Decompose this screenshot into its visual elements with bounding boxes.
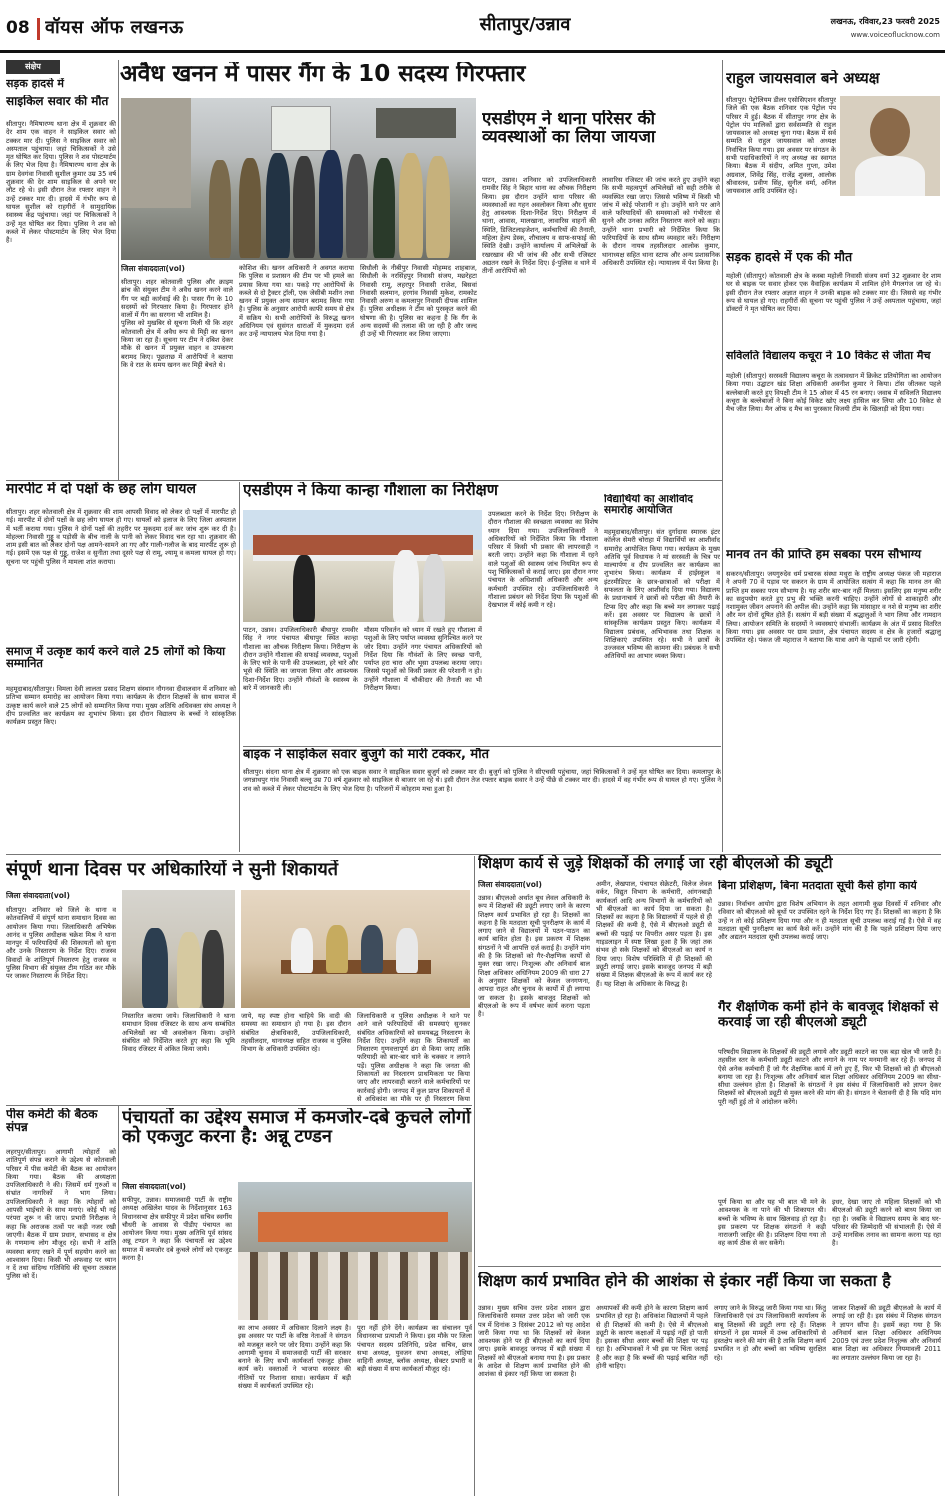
rahul-photo	[840, 96, 940, 196]
accident-body: महोली (सीतापुर) कोतवाली क्षेत्र के कस्बा महोली निवासी संजय वर्मा 32 शुक्रवार देर शाम घर से बाइक पर सवार होकर एक वैवाहिक कार्यक्रम में शामिल होने मैगलगंज जा रहे थे। इसी दौरान तेज रफ्तार अज्ञात वाहन ने उनकी बाइक को टक्कर मार दी। जिससे वह गंभीर रूप से घायल हो गए। राहगीरों की सूचना पर पहुंची पुलिस ने उन्हें अस्पताल पहुंचाया, जहां डॉक्टरों ने मृत घोषित कर दिया।	[726, 272, 941, 314]
panchayat-body-col1: सफीपुर, उन्नाव। समाजवादी पार्टी के राष्ट्रीय अध्यक्ष अखिलेश यादव के निर्देशानुसार 163 विधानसभा क्षेत्र सफीपुर में प्रदेश सचिव स्वर्गीय चौधरी के आवास से पीडीए पंचायत का आयोजन किया गया। मुख्य अतिथि पूर्व सांसद अन्नू टण्डन ने कहा कि पंचायतों का उद्देश्य समाज में कमजोर दबे कुचले लोगों को एकजुट करना है।	[122, 1196, 232, 1263]
inkaar-body-col4: जाकर शिक्षकों की ड्यूटी बीएलओ के कार्य में लगाई जा रही है। इस संबंध में शिक्षक संगठन ने ज्ञापन सौंपा है। इसमें कहा गया है कि अनिवार्य बाल शिक्षा अधिकार अधिनियम 2009 एवं उत्तर प्रदेश निःशुल्क और अनिवार्य बाल शिक्षा का अधिकार नियमावली 2011 का लगातार उल्लंघन किया जा रहा है।	[832, 1304, 941, 1362]
vidyarthi-body: महमूदाबाद/सीतापुर। संत दुर्गादास स्मारक इंटर कॉलेज सेमरी चोराहा में विद्यार्थियों का आशीर्वाद समारोह आयोजित किया गया। कार्यक्रम के मुख्य अतिथि पूर्व विधायक ने मां सरस्वती के चित्र पर माल्यार्पण व दीप प्रज्वलित कर कार्यक्रम का शुभारंभ किया। कार्यक्रम में हाईस्कूल व इंटरमीडिएट के छात्र-छात्राओं को परीक्षा में सफलता के लिए आशीर्वाद दिया गया। विद्यालय के प्रधानाचार्य ने छात्रों को परीक्षा की तैयारी के टिप्स दिए और कहा कि बच्चे मन लगाकर पढ़ाई करें। इस अवसर पर विद्यालय के छात्रों ने सांस्कृतिक कार्यक्रम प्रस्तुत किए। कार्यक्रम में विद्यालय प्रबंधक, अभिभावक तथा शिक्षक व शिक्षिकाएं उपस्थित रहे। सभी ने छात्रों के उज्जवल भविष्य की कामना की। प्रबंधक ने सभी अतिथियों का आभार व्यक्त किया।	[604, 528, 720, 661]
column-rule	[118, 1106, 119, 1496]
blo-body-col2: अमीन, लेखपाल, पंचायत सेक्रेटरी, विलेज लेवल वर्कर, विद्युत विभाग के कर्मचारी, आंगनबाड़ी कार्यकर्ता आदि अन्य विभागों के कर्मचारियों को भी बीएलओ का कार्य दिया जा सकता है। शिक्षकों का कहना है कि विद्यालयों में पहले से ही शिक्षकों की कमी है, ऐसे में बीएलओ ड्यूटी से बच्चों की पढ़ाई पर विपरीत असर पड़ता है। इस गाइडलाइन में स्पष्ट लिखा हुआ है कि जहां तक संभव हो सके शिक्षकों को बीएलओ का कार्य न दिया जाए। विशेष परिस्थिति में ही शिक्षकों की ड्यूटी लगाई जाए। इसके बावजूद जनपद में बड़ी संख्या में शिक्षक बीएलओ के रूप में कार्य कर रहे हैं। यह शिक्षा के अधिकार के विरुद्ध है।	[596, 880, 712, 988]
bike-headline: बाइक ने साइकिल सवार बुजुर्ग को मारी टक्कर, मौत	[243, 748, 489, 762]
peace-committee-body: लहरपुर/सीतापुर। आगामी त्योहारों को शांतिपूर्ण संपन्न कराने के उद्देश्य से कोतवाली परिसर में पीस कमेटी की बैठक का आयोजन किया गया। बैठक की अध्यक्षता उपजिलाधिकारी ने की। जिसमें धर्म गुरुओं व संभ्रांत नागरिकों ने भाग लिया। उपजिलाधिकारी ने कहा कि त्योहारों को आपसी भाईचारे के साथ मनाएं। कोई भी नई परंपरा शुरू न की जाए। प्रभारी निरीक्षक ने कहा कि अराजक तत्वों पर कड़ी नजर रखी जाएगी। बैठक में ग्राम प्रधान, सभासद व क्षेत्र के गणमान्य लोग मौजूद रहे। सभी ने शांति व्यवस्था बनाए रखने में पूर्ण सहयोग करने का आश्वासन दिया। किसी भी अफवाह पर ध्यान न दें तथा संदिग्ध गतिविधि की सूचना तत्काल पुलिस को दें।	[6, 1148, 116, 1281]
sdm-thana-body-col1: पाटन, उन्नाव। शनिवार को उपजिलाधिकारी रामवीर सिंह ने बिहार थाना का औचक निरीक्षण किया। इस दौरान उन्होंने थाना परिसर की व्यवस्थाओं का गहन अवलोकन किया और सुधार हेतु आवश्यक दिशा-निर्देश दिए। निरीक्षण में थाना, आवास, मालखाना, लावारिस वाहनों की स्थिति, डिजिटलाइजेशन, कर्मचारियों की तैनाती, महिला हेल्प डेस्क, शौचालय व साफ-सफाई की स्थिति देखी। उन्होंने कार्यालय में अभिलेखों के रखरखाव की भी जांच की और सभी रजिस्टर अद्यतन रखने के निर्देश दिए। ई-पुलिस व थाने में तीनों आरोपियों को	[482, 176, 596, 276]
vidyarthi-headline: विद्यार्थियों का आशीर्वाद समारोह आयोजित	[604, 494, 693, 517]
column-rule	[239, 482, 240, 852]
peace-committee-headline: पीस कमेटी की बैठक संपन्न	[6, 1108, 98, 1134]
brief-tag: संक्षेप	[6, 60, 60, 74]
inkaar-body-col2: अध्यापकों की कमी होने के कारण शिक्षण कार्य प्रभावित हो रहा है। अधिकांश विद्यालयों में पहले से ही शिक्षकों की कमी है। ऐसे में बीएलओ ड्यूटी के कारण कक्षाओं में पढ़ाई नहीं हो पाती है। इसका सीधा असर बच्चों की शिक्षा पर पड़ रहा है। अभिभावकों ने भी इस पर चिंता जताई है और कहा है कि बच्चों की पढ़ाई बाधित नहीं होनी चाहिए।	[596, 1304, 708, 1371]
masthead	[0, 0, 945, 58]
gaushala-photo	[243, 510, 482, 622]
thana-diwas-photo-right	[241, 890, 470, 1008]
column-rule	[118, 60, 119, 480]
masthead-rule	[0, 50, 945, 53]
rahul-headline: राहुल जायसवाल बने अध्यक्ष	[726, 70, 880, 87]
masthead-divider	[37, 18, 40, 40]
news-marpeet-title: मारपीट में दो पक्षों के छह लोग घायल	[6, 482, 197, 497]
section-rule-4	[6, 480, 722, 481]
news-cycle-body: सीतापुर। नैमिषारण्य थाना क्षेत्र में शुक्रवार की देर शाम एक वाहन ने साइकिल सवार को टक्कर मार दी। पुलिस ने साइकिल सवार को अस्पताल पहुंचाया। जहां चिकित्सकों ने उसे मृत घोषित कर दिया। पुलिस ने शव पोस्टमार्टम के लिए भेज दिया है। नैमिषारण्य थाना क्षेत्र के ग्राम देवगंवा निवासी सुशील कुमार उम्र 35 वर्ष शुक्रवार की देर शाम साइकिल से अपने घर लौट रहे थे। इसी दौरान तेज रफ्तार वाहन ने उन्हें टक्कर मार दी। हादसे में गंभीर रूप से घायल सुशील को राहगीरों ने सामुदायिक स्वास्थ्य केंद्र पहुंचाया। जहां पर चिकित्सकों ने उन्हें मृत घोषित कर दिया। पुलिस ने शव को कब्जे में लेकर पोस्टमार्टम के लिए भेज दिया है।	[6, 120, 116, 245]
gair-body: परिषदीय विद्यालय के शिक्षकों की ड्यूटी लगाये और ड्यूटी काटने का एक बड़ा खेल भी जारी है। तहसील स्तर के कर्मचारी ड्यूटी काटने और लगाने के नाम पर मनमानी कर रहे हैं। जनपद में ऐसे अनेक कर्मचारी हैं जो गैर शैक्षणिक कार्य में लगे हुए हैं, फिर भी शिक्षकों को ही बीएलओ बनाया जा रहा है। निःशुल्क और अनिवार्य बाल शिक्षा अधिकार अधिनियम 2009 का सीधा-सीधा उल्लंघन होता है। शिक्षकों के संगठनों ने इस संबंध में जिलाधिकारी को ज्ञापन देकर शिक्षकों को बीएलओ ड्यूटी से मुक्त करने की मांग की है। संगठन ने चेतावनी दी है कि यदि मांग पूरी नहीं हुई तो वे आंदोलन करेंगे।	[718, 1048, 941, 1106]
blo-headline: शिक्षण कार्य से जुड़े शिक्षकों की लगाई जा रही बीएलओ की ड्यूटी	[478, 855, 833, 872]
news-samman-body: महमूदाबाद/सीतापुर। विमला देवी लालता प्रसाद शिक्षण संस्थान नौगनवा दीवालवान में शनिवार को प्रतिभा सम्मान समारोह का आयोजन किया गया। कार्यक्रम के दौरान शिक्षकों के साथ समाज में उत्कृष्ट कार्य करने वाले 25 लोगों को सम्मानित किया गया। मुख्य अतिथि अधिवक्ता संघ अध्यक्ष ने दीप प्रज्वलित कर कार्यक्रम का शुभारंभ किया। इस दौरान विद्यालय के बच्चों ने सांस्कृतिक कार्यक्रम प्रस्तुत किए।	[6, 685, 236, 727]
inkaar-body-col1: उन्नाव। मुख्य सचिव उत्तर प्रदेश शासन द्वारा जिलाधिकारी समस्त उत्तर प्रदेश को जारी एक पत्र में दिनांक 3 दिसंबर 2012 को यह आदेश जारी किया गया था कि शिक्षकों को केवल आवश्यक होने पर ही बीएलओ का कार्य दिया जाए। इसके बावजूद जनपद में बड़ी संख्या में शिक्षकों को बीएलओ बनाया गया है। इस प्रकार के आदेश से शिक्षण कार्य प्रभावित होने की आशंका से इंकार नहीं किया जा सकता है।	[478, 1304, 590, 1379]
gair-body-col3: इधर, देखा जाए तो महिला शिक्षकों को भी बीएलओ की ड्यूटी करने को बाध्य किया जा रहा है। जबकि वे विद्यालय समय के बाद घर-परिवार की जिम्मेदारी भी संभालती हैं। ऐसे में उन्हें मानसिक तनाव का सामना करना पड़ रहा है।	[832, 1198, 941, 1248]
bina-body: उन्नाव। निर्वाचन आयोग द्वारा विशेष अभियान के तहत आगामी कुछ दिवसों में शनिवार और रविवार को बीएलओ को बूथों पर उपस्थित रहने के निर्देश दिए गए हैं। शिक्षकों का कहना है कि उन्हें न तो कोई प्रशिक्षण दिया गया और न ही मतदाता सूची उपलब्ध कराई गई है। ऐसे में वह मतदाता सूची पुनरीक्षण का कार्य कैसे करें। उन्होंने मांग की है कि पहले प्रशिक्षण दिया जाए और अद्यतन मतदाता सूची उपलब्ध कराई जाए।	[718, 900, 941, 942]
thana-diwas-byline: जिला संवाददाता(vol)	[6, 891, 70, 900]
blo-byline: जिला संवाददाता(vol)	[478, 880, 542, 889]
news-samman-title: समाज में उत्कृष्ट कार्य करने वाले 25 लोगों को किया सम्मानित	[6, 645, 226, 671]
thana-diwas-body-col4: जिलाधिकारी व पुलिस अधीक्षक ने थाने पर आने वाले फरियादियों की समस्याएं सुनकर संबंधित अधिकारियों को समयबद्ध निस्तारण के निर्देश दिए। उन्होंने कहा कि शिकायतों का निस्तारण गुणवत्तापूर्ण ढंग से किया जाए ताकि फरियादी को बार-बार थाने के चक्कर न लगाने पड़ें। पुलिस अधीक्षक ने कहा कि जनता की शिकायतों का निस्तारण प्राथमिकता पर किया जाए और लापरवाही बरतने वाले कर्मचारियों पर कार्रवाई होगी। जनपद में कुल प्राप्त शिकायतों में से अधिकांश का मौके पर ही निस्तारण किया	[357, 1012, 470, 1103]
paper-name: वॉयस ऑफ लखनऊ	[45, 17, 184, 38]
lead-headline: अवैध खनन में पासर गैंग के 10 सदस्य गिरफ्तार	[120, 62, 526, 87]
sdm-thana-headline: एसडीएम ने थाना परिसर की व्यवस्थाओं का लिया जायजा	[482, 110, 656, 148]
panchayat-body-col3: पूरा नहीं होने देंगे। कार्यक्रम का संचालन पूर्व विधानसभा प्रत्याशी ने किया। इस मौके पर जिला पंचायत सदस्य प्रतिनिधि, प्रदेश सचिव, छात्र सभा अध्यक्ष, युवजन सभा अध्यक्ष, लोहिया वाहिनी अध्यक्ष, ब्लॉक अध्यक्ष, सेक्टर प्रभारी व बड़ी संख्या में सपा कार्यकर्ता मौजूद रहे।	[357, 1324, 472, 1374]
accident-headline: सड़क हादसे में एक की मौत	[726, 250, 853, 264]
thana-diwas-photo-left	[122, 890, 235, 1008]
cricket-headline: सविलति विद्यालय कचूरा ने 10 विकेट से जीता मैच	[726, 350, 931, 362]
gair-body-col2: पूर्ण किया था और यह भी बात भी मने के आवश्यक के ना पाने की भी शिकायत थी। बच्चों के भविष्य के साथ खिलवाड़ हो रहा है। इस प्रकरण पर शिक्षक संगठनों ने कड़ी नाराजगी जाहिर की है। प्रशिक्षण दिया गया तो वह कार्य ठीक से कर सकेंगे।	[718, 1198, 826, 1248]
dateline: लखनऊ, रविवार,23 फरवरी 2025	[830, 17, 940, 26]
lead-body-col1: सीतापुर। शहर कोतवाली पुलिस और क्राइम ब्रांच की संयुक्त टीम ने अवैध खनन करने वाले गैंग पर बड़ी कार्रवाई की है। पासर गैंग के 10 सदस्यों को गिरफ्तार किया है। गिरफ्तार होने वालों में गैंग का सरगना भी शामिल है। पुलिस को मुखबिर से सूचना मिली थी कि शहर कोतवाली क्षेत्र में अवैध रूप से मिट्टी का खनन किया जा रहा है। सूचना पर टीम ने दबिश देकर मौके से खनन में प्रयुक्त वाहन व उपकरण बरामद किए। पूछताछ में आरोपियों ने बताया कि वे रात के समय खनन कर मिट्टी बेचते थे।	[121, 278, 233, 369]
lead-body-col3: सिधौली के नीबीपुर निवासी मोहम्मद शाहबाज, सिधौली के नरसिंहपुर निवासी संजय, मछरेहटा निवासी रामू, लहरपुर निवासी राजेश, बिसवां निवासी सलमान, हरगांव निवासी मुकेश, रामकोट निवासी अरुण व कमलापुर निवासी दीपक शामिल हैं। पुलिस अधीक्षक ने टीम को पुरस्कृत करने की घोषणा की है। पुलिस का कहना है कि गैंग के अन्य सदस्यों की तलाश की जा रही है और जल्द ही उन्हें भी गिरफ्तार कर लिया जाएगा।	[360, 264, 477, 339]
lead-body-col2: कोशिश की। खनन अधिकारी ने अवगत कराया कि पुलिस व प्रशासन की टीम पर भी हमले का प्रयास किया गया था। पकड़े गए आरोपियों के कब्जे से दो ट्रैक्टर ट्रॉली, एक जेसीबी मशीन तथा खनन में प्रयुक्त अन्य सामान बरामद किया गया है। पुलिस के अनुसार आरोपी काफी समय से क्षेत्र में सक्रिय थे। सभी आरोपियों के विरुद्ध खनन अधिनियम एवं सुसंगत धाराओं में मुकदमा दर्ज कर उन्हें न्यायालय भेज दिया गया है।	[239, 264, 354, 339]
column-rule	[722, 60, 723, 852]
section-rule-2	[478, 1266, 941, 1267]
panchayat-photo	[238, 1182, 472, 1320]
gaushala-body-col3: उपलब्धता करने के निर्देश दिए। निरीक्षण के दौरान गौशाला की स्वच्छता व्यवस्था का विशेष ध्यान दिया गया। उपजिलाधिकारी ने अधिकारियों को निर्देशित किया कि गौशाला परिसर में किसी भी प्रकार की लापरवाही न बरती जाए। उन्होंने कहा कि गौशाला में रहने वाले पशुओं की स्वास्थ्य जांच नियमित रूप से पशु चिकित्सकों से कराई जाए। इस दौरान नगर पंचायत के अधिशासी अधिकारी और अन्य कर्मचारी उपस्थित रहे। उपजिलाधिकारी ने गौशाला प्रबंधन को निर्देश दिया कि पशुओं की देखभाल में कोई कमी न रहे।	[488, 510, 598, 610]
inkaar-body-col3: लगाए जाने के विरुद्ध जारी किया गया था। किंतु जिलाधिकारी एवं उप जिलाधिकारी कार्यालय के बाबू शिक्षकों की ड्यूटी लगा रहे हैं। शिक्षक संगठनों ने इस मामले में उच्च अधिकारियों से हस्तक्षेप करने की मांग की है ताकि शिक्षण कार्य प्रभावित न हो और बच्चों का भविष्य सुरक्षित रहे।	[714, 1304, 826, 1362]
inkaar-headline: शिक्षण कार्य प्रभावित होने की आशंका से इंकार नहीं किया जा सकता है	[478, 1272, 891, 1290]
section-rule-3	[6, 1105, 472, 1106]
gaushala-body-col2: मौसम परिवर्तन को ध्यान में रखते हुए गौशाला में पशुओं के लिए पर्याप्त व्यवस्था सुनिश्चित करने पर जोर दिया। उन्होंने नगर पंचायत अधिकारियों को निर्देश दिया कि गौवंशों के लिए स्वच्छ पानी, पर्याप्त हरा चारा और भूसा उपलब्ध कराया जाए। जिससे पशुओं को किसी प्रकार की परेशानी न हो। उन्होंने गौशाला में चौकीदार की तैनाती का भी निरीक्षण किया।	[364, 626, 482, 693]
saubhagya-body: सकरन/सीतापुर। जयगुरुदेव धर्म प्रचारक संस्था मथुरा के राष्ट्रीय अध्यक्ष पंकज जी महाराज ने अपनी 70 वें पड़ाव पर सकरन के ग्राम में आयोजित सत्संग में कहा कि मानव तन की प्राप्ति हम सबका परम सौभाग्य है। यह शरीर बार-बार नहीं मिलता। इसलिए इस मनुष्य शरीर का सदुपयोग करते हुए प्रभु की भक्ति करनी चाहिए। उन्होंने लोगों से शाकाहारी और नशामुक्त जीवन अपनाने की अपील की। उन्होंने कहा कि मांसाहार व नशे से मनुष्य का शरीर और मन दोनों दूषित होते हैं। सत्संग में बड़ी संख्या में श्रद्धालुओं ने भाग लिया और नामदान लिया। आयोजन समिति के सदस्यों ने व्यवस्थाएं संभालीं। कार्यक्रम के अंत में प्रसाद वितरित किया गया। इस अवसर पर ग्राम प्रधान, क्षेत्र पंचायत सदस्य व क्षेत्र के हजारों श्रद्धालु उपस्थित रहे। पंकज जी महाराज ने बताया कि यात्रा आगे के पड़ावों पर जारी रहेगी।	[726, 570, 941, 645]
sdm-thana-body-col2: लावारिस रजिस्टर की जांच करते हुए उन्होंने कहा कि सभी महत्वपूर्ण अभिलेखों को सही तरीके से व्यवस्थित रखा जाए। जिससे भविष्य में किसी भी जांच में कोई परेशानी न हो। उन्होंने थाने पर आने वाले फरियादियों की समस्याओं को गंभीरता से सुनने और उनका त्वरित निस्तारण करने को कहा। उन्होंने थाना प्रभारी को निर्देशित किया कि फरियादियों के साथ सौम्य व्यवहार करें। निरीक्षण के दौरान नायब तहसीलदार आलोक कुमार, थानाध्यक्ष सहित थाना स्टाफ और अन्य प्रशासनिक अधिकारी उपस्थित रहे। न्यायालय में पेश किया है।	[602, 176, 720, 267]
bina-headline: बिना प्रशिक्षण, बिना मतदाता सूची कैसे होगा कार्य	[718, 880, 917, 892]
lead-byline: जिला संवाददाता(vol)	[121, 264, 185, 273]
panchayat-byline: जिला संवाददाता(vol)	[122, 1182, 186, 1191]
bike-body: सीतापुर। संदना थाना क्षेत्र में शुक्रवार को एक बाइक सवार ने साइकिल सवार बुजुर्ग को टक्कर मार दी। बुजुर्ग को पुलिस ने सीएचसी पहुंचाया, जहां चिकित्सकों ने उन्हें मृत घोषित कर दिया। कमलापुर के जगन्नाथपुर गांव निवासी बल्लू उम्र 70 वर्ष शुक्रवार को साइकिल से बाजार जा रहे थे। इसी दौरान तेज रफ्तार बाइक सवार ने उन्हें पीछे से टक्कर मार दी। हादसे में वह गंभीर रूप से घायल हो गए। पुलिस ने शव को कब्जे में लेकर पोस्टमार्टम के लिए भेज दिया है। परिजनों में कोहराम मचा हुआ है।	[243, 768, 721, 793]
panchayat-body-col2: का लाभ अवसर में अधिकार दिलाने लक्ष्य है। इस अवसर पर पार्टी के वरिष्ठ नेताओं ने संगठन को मजबूत करने पर जोर दिया। उन्होंने कहा कि आगामी चुनाव में समाजवादी पार्टी की सरकार बनाने के लिए सभी कार्यकर्ता एकजुट होकर कार्य करें। वक्ताओं ने भाजपा सरकार की नीतियों पर निशाना साधा। कार्यक्रम में बड़ी संख्या में कार्यकर्ता उपस्थित रहे।	[238, 1324, 351, 1391]
news-marpeet-body: सीतापुर। शहर कोतवाली क्षेत्र में शुक्रवार की शाम आपसी विवाद को लेकर दो पक्षों में मारपीट हो गई। मारपीट में दोनों पक्षों के छह लोग घायल हो गए। घायलों को इलाज के लिए जिला अस्पताल में भर्ती कराया गया। पुलिस ने दोनों पक्षों की तहरीर पर मुकदमा दर्ज कर जांच शुरू कर दी है। मोहल्ला निवासी गुड्डू व पड़ोसी के बीच नाली के पानी को लेकर विवाद चल रहा था। शुक्रवार की शाम इसी बात को लेकर दोनों पक्ष आमने-सामने आ गए और गाली-गलौज के बाद मारपीट शुरू हो गई। इसमें एक पक्ष से गुड्डू, राजेश व सुनीता तथा दूसरे पक्ष से रामू, श्यामू व कमला घायल हो गए। सूचना पर पहुंची पुलिस ने मामला शांत कराया।	[6, 508, 236, 566]
column-rule	[474, 856, 475, 1496]
lead-photo	[121, 98, 476, 260]
thana-diwas-headline: संपूर्ण थाना दिवस पर अधिकारियों ने सुनी शिकायतें	[6, 860, 339, 880]
thana-diwas-body-col3: जाये, यह स्पष्ट होना चाहिये कि वादी की समस्या का समाधान हो गया है। इस दौरान संबंधित क्षेत्राधिकारी, उपजिलाधिकारी, तहसीलदार, थानाध्यक्ष सहित राजस्व व पुलिस विभाग के अधिकारी उपस्थित रहे।	[241, 1012, 351, 1054]
panchayat-headline: पंचायतों का उद्देश्य समाज में कमजोर-दबे कुचले लोगों को एकजुट करना है: अन्नू टण्डन	[122, 1108, 471, 1148]
thana-diwas-body-col1: सीतापुर। शनिवार को जिले के थाना व कोतवालियों में संपूर्ण थाना समाधान दिवस का आयोजन किया गया। जिलाधिकारी अभिषेक आनंद व पुलिस अधीक्षक चक्रेश मिश्र ने थाना मानपुर में फरियादियों की शिकायतों को सुना और उनके निस्तारण के निर्देश दिए। राजस्व विवादों के शांतिपूर्ण निस्तारण हेतु राजस्व व पुलिस विभाग की संयुक्त टीम गठित कर मौके पर जाकर निस्तारण के निर्देश दिए।	[6, 906, 116, 981]
section-rule-5	[243, 746, 721, 747]
saubhagya-headline: मानव तन की प्राप्ति हम सबका परम सौभाग्य	[726, 548, 922, 561]
section-name: सीतापुर/उन्नाव	[479, 14, 571, 35]
gair-headline: गैर शैक्षणिक कर्मी होने के बावजूद शिक्षकों से करवाई जा रही बीएलओ ड्यूटी	[718, 1000, 939, 1030]
rahul-body: सीतापुर। पेट्रोलियम डीलर एसोसिएशन सीतापुर जिले की एक बैठक शनिवार एक पेट्रोल पंप परिसर में हुई। बैठक में सीतापुर नगर क्षेत्र के पेट्रोल पंप मालिकों द्वारा सर्वसम्मति से राहुल जायसवाल को अध्यक्ष चुना गया। बैठक में सर्व सम्मति से राहुल जायसवाल को अध्यक्ष निर्वाचित किया गया। इस अवसर पर संगठन के सभी पदाधिकारियों ने नए अध्यक्ष का स्वागत किया। बैठक में संदीप, अमित गुप्ता, उमेश अग्रवाल, शिवेंद्र सिंह, राजेंद्र शुक्ला, आलोक श्रीवास्तव, प्रवीण सिंह, सुनील वर्मा, अनिल जायसवाल आदि उपस्थित रहे।	[726, 96, 836, 196]
news-cycle-title: साइकिल सवार की मौत	[6, 95, 109, 108]
cricket-body: महोली (सीतापुर) सरस्वती विद्यालय कचूरा के तत्वावधान में क्रिकेट प्रतियोगिता का आयोजन किया गया। उद्घाटन खंड शिक्षा अधिकारी अवनीश कुमार ने किया। टॉस जीतकर पहले बल्लेबाजी करते हुए विपक्षी टीम ने 15 ओवर में 45 रन बनाए। जवाब में सविलति विद्यालय कचूरा के बल्लेबाजों ने बिना कोई विकेट खोए लक्ष्य हासिल कर लिया और 10 विकेट से मैच जीत लिया। मैन ऑफ द मैच का पुरस्कार विजयी टीम के खिलाड़ी को दिया गया।	[726, 372, 941, 414]
gaushala-body-col1: पाटन, उन्नाव। उपजिलाधिकारी बीघापुर रामवीर सिंह ने नगर पंचायत बीघापुर स्थित कान्हा गौशाला का औचक निरीक्षण किया। निरीक्षण के दौरान उन्होंने गौशाला की सफाई व्यवस्था, पशुओं के लिए चारे के पानी की उपलब्धता, हरे चारे और भूसे की स्थिति का जायजा लिया और आवश्यक दिशा-निर्देश दिए। उन्होंने गौवंशों के स्वास्थ्य के बारे में जानकारी ली।	[243, 626, 358, 693]
website: www.voiceoflucknow.com	[850, 31, 940, 39]
news-cycle-kicker: सड़क हादसे में	[6, 78, 64, 90]
gaushala-headline: एसडीएम ने किया कान्हा गौशाला का निरीक्षण	[243, 482, 498, 499]
page-number: 08	[6, 18, 30, 38]
thana-diwas-body-col2: निस्तारित कराया जाये। जिलाधिकारी ने थाना समाधान दिवस रजिस्टर के साथ अन्य सम्बंधित अभिलेखों का भी अवलोकन किया। उन्होंने संबंधित को निर्देशित करते हुए कहा कि भूमि विवाद रजिस्टर में अंकित किया जाये।	[122, 1012, 235, 1054]
blo-body-col1: उन्नाव। बीएलओ अर्थात बूथ लेवल अधिकारी के रूप में शिक्षकों की ड्यूटी लगाए जाने के कारण शिक्षण कार्य प्रभावित हो रहा है। शिक्षकों का कहना है कि मतदाता सूची पुनरीक्षण के कार्य में लगाए जाने से विद्यालयों में पठन-पाठन का कार्य बाधित होता है। इस प्रकरण में शिक्षक संगठनों ने भी आपत्ति दर्ज कराई है। उन्होंने मांग की है कि शिक्षकों को गैर-शैक्षणिक कार्यों से मुक्त रखा जाए। निःशुल्क और अनिवार्य बाल शिक्षा अधिकार अधिनियम 2009 की धारा 27 के अनुसार शिक्षकों को केवल जनगणना, आपदा राहत और चुनाव के कार्यों में ही लगाया जा सकता है। इसके बावजूद शिक्षकों को बीएलओ के रूप में वर्षभर कार्य करना पड़ता है।	[478, 894, 590, 1019]
